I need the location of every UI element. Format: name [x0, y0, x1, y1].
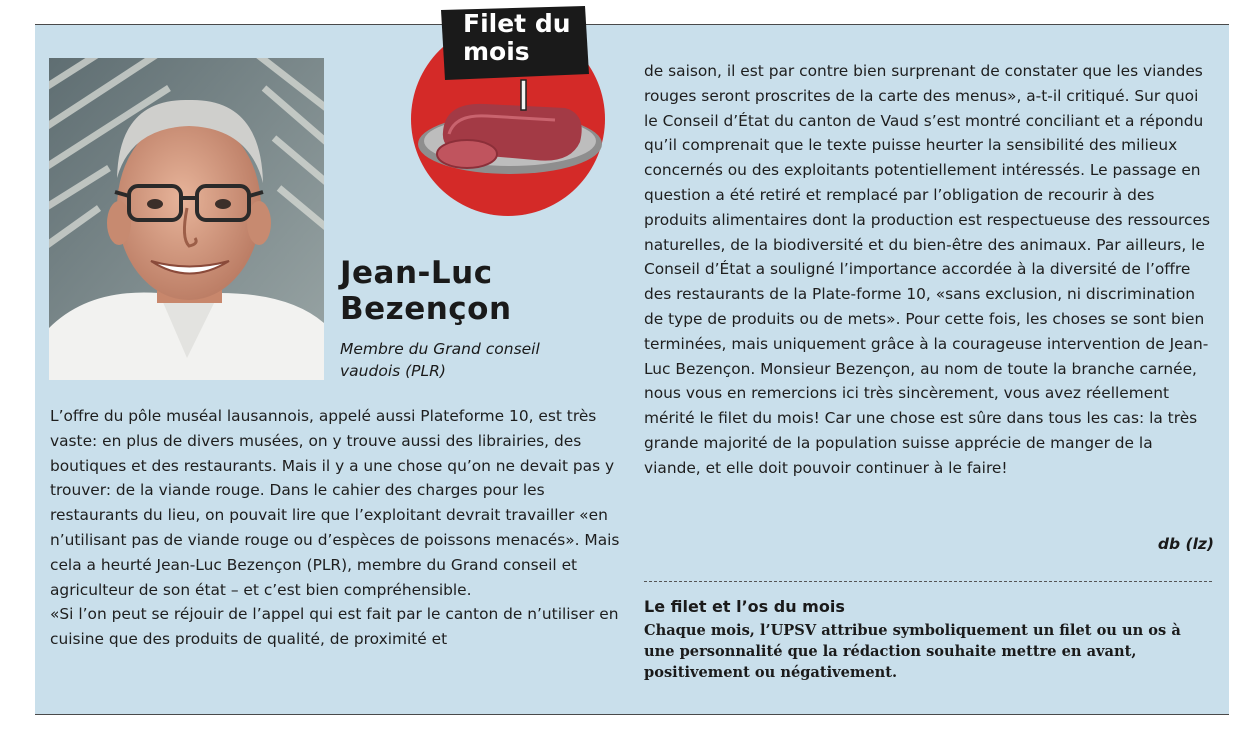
badge-title: Filet du mois — [463, 9, 571, 66]
article-paragraph: de saison, il est par contre bien surprenant de constater que les viandes rouges seront proscrites de la carte des menus», a-t-il critiqué. Sur quoi le Conseil d’État du canton de Vaud s’est montré conciliant et a répondu qu’il comprenait que le texte puisse heurter la sensibilité des milieux concernés ou des exploitants potentiellement intéressés. Le passage en question a été retiré et remplacé par l’obligation de recourir à des produits alimentaires dont la production est respectueuse des ressources naturelles, de la biodiversité et du bien-être des animaux. Par ailleurs, le Conseil d’État a souligné l’importance accordée à la diversité de l’offre des restaurants de la Plate-forme 10, «sans exclusion, ni discrimination de type de produits ou de mets». Pour cette fois, les choses se sont bien terminées, mais uniquement grâce à la courageuse intervention de Jean-Luc Bezençon. Monsieur Bezençon, au nom de toute la branche carnée, nous vous en remercions ici très sincèrement, vous avez réellement mérité le filet du mois! Car une chose est sûre dans tous les cas: la très grande majorité de la population suisse apprécie de manger de la viande, et elle doit pouvoir continuer à le faire! — [644, 62, 1210, 477]
article-paragraph: «Si l’on peut se réjouir de l’appel qui est fait par le canton de n’utiliser en cuisine que des produits de qualité, de proximité et — [50, 605, 619, 649]
info-box-title: Le filet et l’os du mois — [644, 597, 845, 616]
person-role: Membre du Grand conseil vaudois (PLR) — [340, 340, 540, 380]
article-paragraph: L’offre du pôle muséal lausannois, appelé aussi Plateforme 10, est très vaste: en plus de divers musées, on y trouve aussi des librairies, des boutiques et des restaurants. Mais il y a une chose qu’on ne devait pas y trouver: de la viande rouge. Dans le cahier des charges pour les restaurants du lieu, on pouvait lire que l’exploitant devrait travailler «en n’utilisant pas de viande rouge ou d’espèces de poissons menacés». Mais cela a heurté Jean-Luc Bezençon (PLR), membre du Grand conseil et agriculteur de son état – et c’est bien compréhensible. — [50, 407, 620, 599]
article-column-right — [644, 59, 1214, 481]
article-column-left — [50, 404, 625, 652]
author-signature: db (lz) — [1157, 535, 1214, 553]
person-last-name: Bezençon — [340, 291, 512, 327]
portrait-photo — [49, 58, 324, 380]
person-name — [340, 255, 512, 327]
person-first-name: Jean-Luc — [340, 255, 493, 291]
info-box-text: Chaque mois, l’UPSV attribue symboliquement un filet ou un os à une personnalité que la rédaction souhaite mettre en avant, positivement ou négativement. — [644, 622, 1181, 681]
info-box-divider — [644, 581, 1212, 582]
